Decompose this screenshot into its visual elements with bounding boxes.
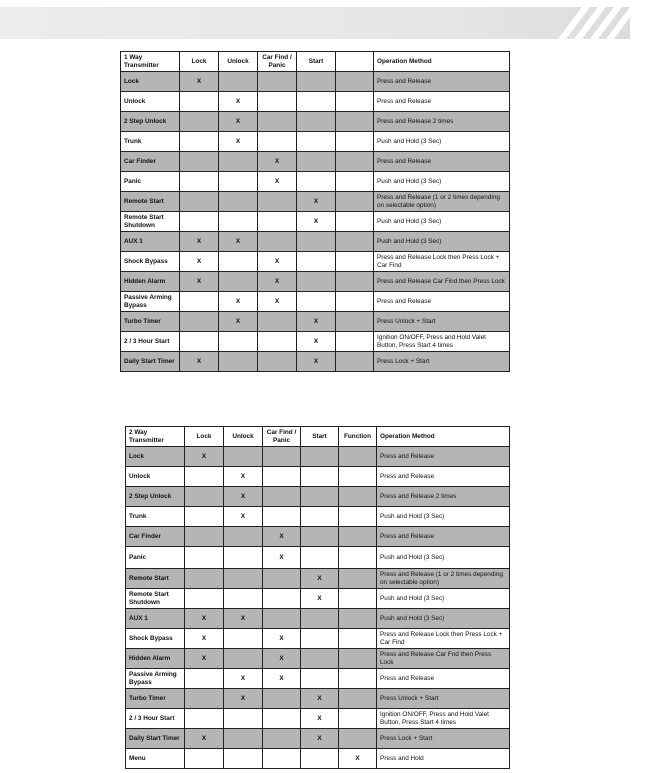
function-cell	[339, 467, 377, 487]
table-row	[126, 527, 510, 547]
function-cell	[336, 212, 374, 232]
car-find-cell	[258, 72, 297, 92]
table-row	[121, 152, 510, 172]
function-cell	[336, 332, 374, 352]
header-band	[0, 7, 630, 39]
lock-cell: X	[180, 72, 219, 92]
start-header: Start	[297, 52, 336, 72]
function-name-cell: Unlock	[126, 467, 185, 487]
lock-cell	[185, 527, 224, 547]
car-find-panic-header: Car Find / Panic	[258, 52, 297, 72]
function-name-cell: Remote Start Shutdown	[126, 589, 185, 609]
table-row	[126, 467, 510, 487]
car-find-cell	[258, 92, 297, 112]
car-find-cell	[263, 487, 301, 507]
function-cell	[339, 527, 377, 547]
operation-method-cell: Press Unlock + Start	[374, 312, 510, 332]
lock-cell	[180, 112, 219, 132]
lock-header: Lock	[185, 427, 224, 447]
start-cell: X	[301, 729, 339, 749]
function-cell: X	[339, 749, 377, 769]
function-name-cell: Car Finder	[126, 527, 185, 547]
unlock-header: Unlock	[224, 427, 263, 447]
function-name-cell: Car Finder	[121, 152, 180, 172]
unlock-cell: X	[219, 312, 258, 332]
function-cell	[336, 312, 374, 332]
lock-cell	[185, 709, 224, 729]
transmitter-header: 2 Way Transmitter	[126, 427, 185, 447]
table-row	[121, 192, 510, 212]
table-row	[121, 72, 510, 92]
table-row	[126, 629, 510, 649]
car-find-cell	[263, 569, 301, 589]
table-row	[126, 569, 510, 589]
operation-method-cell: Press Lock + Start	[377, 729, 510, 749]
lock-cell	[185, 669, 224, 689]
lock-cell	[180, 152, 219, 172]
lock-cell: X	[185, 729, 224, 749]
function-cell	[339, 669, 377, 689]
car-find-cell	[263, 709, 301, 729]
operation-method-cell: Press Lock + Start	[374, 352, 510, 372]
lock-cell: X	[180, 232, 219, 252]
function-cell	[336, 352, 374, 372]
start-cell: X	[297, 312, 336, 332]
unlock-cell: X	[224, 609, 263, 629]
table-row	[126, 649, 510, 669]
start-cell	[297, 72, 336, 92]
start-cell: X	[297, 352, 336, 372]
table-row	[121, 292, 510, 312]
unlock-cell	[219, 212, 258, 232]
lock-cell: X	[185, 649, 224, 669]
function-name-cell: AUX 1	[121, 232, 180, 252]
table-row	[121, 272, 510, 292]
function-name-cell: Remote Start	[121, 192, 180, 212]
car-find-cell: X	[263, 547, 301, 569]
car-find-cell	[263, 729, 301, 749]
function-name-cell: 2 Step Unlock	[121, 112, 180, 132]
unlock-cell: X	[219, 232, 258, 252]
function-cell	[339, 609, 377, 629]
function-cell	[339, 689, 377, 709]
car-find-cell: X	[263, 629, 301, 649]
start-cell: X	[301, 689, 339, 709]
function-name-cell: Trunk	[121, 132, 180, 152]
car-find-cell	[258, 232, 297, 252]
table-row	[126, 589, 510, 609]
function-cell	[336, 232, 374, 252]
function-cell	[336, 152, 374, 172]
start-cell	[301, 609, 339, 629]
table-header-row	[126, 427, 510, 447]
function-cell	[336, 272, 374, 292]
car-find-cell: X	[258, 252, 297, 272]
operation-method-cell: Press and Release	[374, 92, 510, 112]
function-cell	[336, 112, 374, 132]
lock-cell	[180, 132, 219, 152]
car-find-cell	[263, 447, 301, 467]
unlock-cell	[219, 332, 258, 352]
start-cell: X	[297, 332, 336, 352]
start-cell	[301, 467, 339, 487]
table-row	[121, 352, 510, 372]
function-name-cell: Remote Start Shutdown	[121, 212, 180, 232]
operation-method-cell: Push and Hold (3 Sec)	[377, 609, 510, 629]
lock-cell	[180, 332, 219, 352]
car-find-cell: X	[263, 649, 301, 669]
function-name-cell: Remote Start	[126, 569, 185, 589]
unlock-cell	[219, 152, 258, 172]
car-find-cell: X	[263, 669, 301, 689]
function-cell	[339, 447, 377, 467]
function-name-cell: Menu	[126, 749, 185, 769]
table-row	[121, 212, 510, 232]
operation-method-cell: Press and Release	[377, 669, 510, 689]
lock-cell: X	[180, 272, 219, 292]
car-find-cell	[258, 212, 297, 232]
table-row	[126, 547, 510, 569]
table-row	[121, 332, 510, 352]
lock-cell: X	[180, 352, 219, 372]
car-find-cell	[263, 589, 301, 609]
operation-method-cell: Press and Release Car Fnd then Press Lock	[377, 649, 510, 669]
table-row	[126, 749, 510, 769]
lock-cell	[180, 212, 219, 232]
car-find-cell	[258, 312, 297, 332]
function-cell	[339, 729, 377, 749]
lock-cell: X	[185, 609, 224, 629]
function-cell	[336, 72, 374, 92]
unlock-cell	[219, 352, 258, 372]
lock-cell	[185, 749, 224, 769]
table-row	[126, 487, 510, 507]
start-cell	[301, 527, 339, 547]
start-cell	[297, 152, 336, 172]
start-cell	[301, 487, 339, 507]
unlock-cell	[224, 629, 263, 649]
unlock-cell	[224, 447, 263, 467]
car-find-cell	[263, 467, 301, 487]
function-cell	[336, 192, 374, 212]
start-cell	[297, 92, 336, 112]
unlock-cell	[219, 272, 258, 292]
operation-method-cell: Push and Hold (3 Sec)	[374, 212, 510, 232]
unlock-cell	[219, 192, 258, 212]
lock-header: Lock	[180, 52, 219, 72]
unlock-header: Unlock	[219, 52, 258, 72]
unlock-cell	[224, 749, 263, 769]
lock-cell	[180, 312, 219, 332]
function-cell	[339, 629, 377, 649]
lock-cell: X	[185, 447, 224, 467]
start-cell: X	[301, 569, 339, 589]
function-cell	[339, 507, 377, 527]
lock-cell	[180, 292, 219, 312]
operation-method-header: Operation Method	[374, 52, 510, 72]
unlock-cell	[224, 589, 263, 609]
car-find-cell	[258, 112, 297, 132]
table-row	[121, 92, 510, 112]
car-find-cell: X	[258, 172, 297, 192]
car-find-cell	[258, 192, 297, 212]
unlock-cell	[219, 252, 258, 272]
operation-method-cell: Push and Hold (3 Sec)	[377, 507, 510, 527]
unlock-cell	[224, 709, 263, 729]
operation-method-cell: Press and Release Car Find then Press Lock	[374, 272, 510, 292]
table-row	[121, 232, 510, 252]
start-cell	[301, 507, 339, 527]
unlock-cell	[224, 649, 263, 669]
unlock-cell: X	[224, 467, 263, 487]
start-cell: X	[297, 212, 336, 232]
function-name-cell: Panic	[126, 547, 185, 569]
unlock-cell: X	[224, 487, 263, 507]
function-cell	[336, 252, 374, 272]
start-header: Start	[301, 427, 339, 447]
function-cell	[339, 709, 377, 729]
operation-method-cell: Press and Release 2 times	[377, 487, 510, 507]
start-cell: X	[297, 192, 336, 212]
function-name-cell: Panic	[121, 172, 180, 192]
lock-cell	[180, 92, 219, 112]
table-row	[126, 729, 510, 749]
table-row	[121, 132, 510, 152]
operation-method-cell: Press and Release	[374, 292, 510, 312]
lock-cell	[185, 507, 224, 527]
table-row	[121, 172, 510, 192]
start-cell	[301, 447, 339, 467]
car-find-cell: X	[258, 272, 297, 292]
start-cell: X	[301, 589, 339, 609]
function-cell	[339, 569, 377, 589]
operation-method-cell: Press and Release Lock then Press Lock + Car Find	[377, 629, 510, 649]
table-row	[126, 669, 510, 689]
function-name-cell: Passive Arming Bypass	[126, 669, 185, 689]
start-cell	[301, 629, 339, 649]
car-find-cell	[258, 132, 297, 152]
unlock-cell	[224, 569, 263, 589]
table-row	[126, 689, 510, 709]
function-cell	[336, 292, 374, 312]
operation-method-cell: Press and Release 2 times	[374, 112, 510, 132]
table-row	[126, 609, 510, 629]
operation-method-cell: Ignition ON/OFF, Press and Hold Valet Button, Press Start 4 times	[377, 709, 510, 729]
function-name-cell: Daily Start Timer	[121, 352, 180, 372]
function-name-cell: Lock	[126, 447, 185, 467]
unlock-cell: X	[224, 507, 263, 527]
start-cell	[297, 292, 336, 312]
lock-cell: X	[180, 252, 219, 272]
operation-method-cell: Push and Hold (3 Sec)	[377, 589, 510, 609]
two-way-transmitter-table	[125, 426, 510, 769]
table-row	[121, 112, 510, 132]
car-find-cell	[258, 352, 297, 372]
unlock-cell	[219, 172, 258, 192]
operation-method-cell: Push and Hold (3 Sec)	[374, 232, 510, 252]
start-cell	[297, 112, 336, 132]
function-name-cell: Unlock	[121, 92, 180, 112]
lock-cell	[180, 192, 219, 212]
function-header: Function	[339, 427, 377, 447]
function-header	[336, 52, 374, 72]
operation-method-cell: Press and Hold	[377, 749, 510, 769]
unlock-cell: X	[219, 132, 258, 152]
function-name-cell: 2 Step Unlock	[126, 487, 185, 507]
unlock-cell	[224, 527, 263, 547]
car-find-cell	[263, 609, 301, 629]
operation-method-cell: Press and Release	[377, 447, 510, 467]
lock-cell	[180, 172, 219, 192]
unlock-cell	[224, 547, 263, 569]
function-name-cell: AUX 1	[126, 609, 185, 629]
function-name-cell: Hidden Alarm	[121, 272, 180, 292]
function-name-cell: 2 / 3 Hour Start	[121, 332, 180, 352]
unlock-cell: X	[224, 689, 263, 709]
start-cell	[301, 547, 339, 569]
car-find-cell	[263, 749, 301, 769]
function-cell	[336, 132, 374, 152]
unlock-cell: X	[219, 92, 258, 112]
function-name-cell: Daily Start Timer	[126, 729, 185, 749]
function-name-cell: Shock Bypass	[121, 252, 180, 272]
function-name-cell: Lock	[121, 72, 180, 92]
lock-cell	[185, 569, 224, 589]
one-way-transmitter-table	[120, 51, 510, 372]
start-cell	[301, 649, 339, 669]
unlock-cell: X	[219, 112, 258, 132]
operation-method-cell: Press and Release (1 or 2 times depending on selectable option)	[374, 192, 510, 212]
unlock-cell: X	[219, 292, 258, 312]
car-find-cell	[258, 332, 297, 352]
start-cell	[297, 232, 336, 252]
start-cell	[297, 172, 336, 192]
car-find-panic-header: Car Find / Panic	[263, 427, 301, 447]
car-find-cell	[263, 689, 301, 709]
car-find-cell: X	[263, 527, 301, 547]
operation-method-cell: Push and Hold (3 Sec)	[374, 172, 510, 192]
function-name-cell: Trunk	[126, 507, 185, 527]
function-cell	[339, 547, 377, 569]
start-cell	[301, 669, 339, 689]
function-name-cell: 2 / 3 Hour Start	[126, 709, 185, 729]
operation-method-cell: Press and Release Lock then Press Lock + Car Find	[374, 252, 510, 272]
function-name-cell: Passive Arming Bypass	[121, 292, 180, 312]
function-name-cell: Turbo Timer	[126, 689, 185, 709]
table-header-row	[121, 52, 510, 72]
unlock-cell	[219, 72, 258, 92]
start-cell	[297, 132, 336, 152]
start-cell	[297, 252, 336, 272]
lock-cell	[185, 589, 224, 609]
car-find-cell	[263, 507, 301, 527]
operation-method-cell: Press and Release	[374, 72, 510, 92]
start-cell	[297, 272, 336, 292]
operation-method-cell: Press and Release	[377, 467, 510, 487]
operation-method-cell: Press and Release	[377, 527, 510, 547]
table-row	[126, 447, 510, 467]
lock-cell	[185, 487, 224, 507]
table-row	[126, 507, 510, 527]
unlock-cell: X	[224, 669, 263, 689]
function-name-cell: Hidden Alarm	[126, 649, 185, 669]
function-name-cell: Turbo Timer	[121, 312, 180, 332]
operation-method-cell: Press and Release (1 or 2 times depending on selectable option)	[377, 569, 510, 589]
function-cell	[336, 92, 374, 112]
operation-method-cell: Press and Release	[374, 152, 510, 172]
table-row	[121, 312, 510, 332]
operation-method-cell: Push and Hold (3 Sec)	[377, 547, 510, 569]
function-cell	[336, 172, 374, 192]
operation-method-cell: Push and Hold (3 Sec)	[374, 132, 510, 152]
header-stripes-decoration	[0, 7, 630, 39]
start-cell	[301, 749, 339, 769]
function-cell	[339, 649, 377, 669]
car-find-cell: X	[258, 152, 297, 172]
function-cell	[339, 589, 377, 609]
operation-method-header: Operation Method	[377, 427, 510, 447]
lock-cell: X	[185, 629, 224, 649]
lock-cell	[185, 547, 224, 569]
table-row	[126, 709, 510, 729]
lock-cell	[185, 467, 224, 487]
table-row	[121, 252, 510, 272]
operation-method-cell: Press Unlock + Start	[377, 689, 510, 709]
function-cell	[339, 487, 377, 507]
function-name-cell: Shock Bypass	[126, 629, 185, 649]
start-cell: X	[301, 709, 339, 729]
lock-cell	[185, 689, 224, 709]
car-find-cell: X	[258, 292, 297, 312]
operation-method-cell: Ignition ON/OFF, Press and Hold Valet Button, Press Start 4 times	[374, 332, 510, 352]
unlock-cell	[224, 729, 263, 749]
transmitter-header: 1 Way Transmitter	[121, 52, 180, 72]
